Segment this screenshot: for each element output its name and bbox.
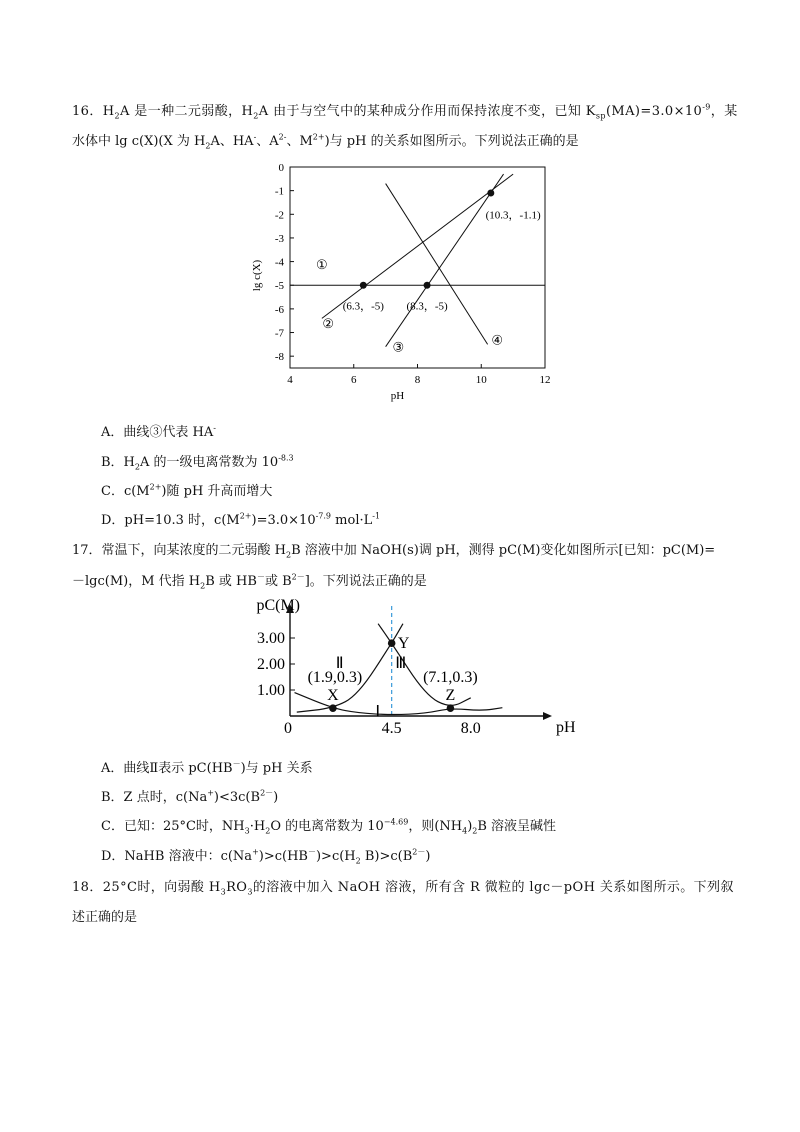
curve-label: ④ bbox=[491, 332, 504, 348]
q16-option-c: C．$c(M^{2+})$随 pH 升高而增大 bbox=[101, 482, 273, 499]
curve-label: ② bbox=[322, 316, 335, 332]
y-tick-label: 0 bbox=[278, 162, 284, 174]
y-tick-label: -5 bbox=[274, 280, 284, 293]
y-axis-label: lg c(X) bbox=[251, 259, 263, 292]
point-label: (1.9,0.3) bbox=[307, 669, 363, 687]
curve-line bbox=[386, 174, 504, 347]
x-tick-label: 4.5 bbox=[381, 720, 402, 737]
y-tick-label: 3.00 bbox=[257, 630, 285, 647]
data-point bbox=[388, 639, 396, 647]
q16-stem-line-2: 水体中 lg c(X)(X 为 $H_2A$、HA-、$A^{2-}$、$M^{2+}$)与 pH 的关系如图所示。下列说法正确的是 bbox=[72, 132, 579, 151]
curve-line bbox=[322, 174, 513, 318]
curve-label: Ⅰ bbox=[375, 703, 381, 721]
q18-stem-line-1: 18．25°C时，向弱酸 $H_3RO_3$的溶液中加入 NaOH 溶液，所有含 R 微粒的 lgc－pOH 关系如图所示。下列叙 bbox=[72, 880, 734, 897]
q16-option-d: D．pH=10.3 时，$c(M^{2+})=3.0\times 10^{-7.9}$ $mol\cdot L^{-1}$ bbox=[101, 511, 381, 528]
q17-option-d: D．NaHB 溶液中：$c(Na^+)>c(HB^-)>c(H_2$ $B)>c(B^{2-})$ bbox=[101, 847, 431, 866]
y-tick-label: 2.00 bbox=[257, 656, 285, 673]
x-tick-label: 0 bbox=[284, 720, 292, 737]
curve-line bbox=[295, 693, 503, 715]
q17-stem-line-2: －lgc(M)，M 代指 $H_2B$ 或 HB－或 $B^{2-}$]。下列说法正确的是 bbox=[72, 572, 427, 591]
x-tick-label: 6 bbox=[351, 374, 357, 386]
y-tick-label: -1 bbox=[274, 185, 284, 198]
data-point bbox=[424, 282, 431, 289]
y-tick-label: -6 bbox=[274, 303, 284, 316]
q17-chart bbox=[243, 594, 576, 744]
y-tick-label: 1.00 bbox=[257, 682, 285, 699]
y-tick-label: -8 bbox=[274, 351, 284, 364]
point-name: X bbox=[327, 687, 339, 705]
q16-option-a: A．曲线③代表 HA- bbox=[101, 423, 216, 440]
data-point bbox=[487, 190, 494, 197]
point-label: (10.3，-1.1) bbox=[485, 209, 541, 222]
x-tick-label: 8 bbox=[414, 374, 421, 386]
data-point bbox=[329, 704, 337, 712]
x-axis-arrow bbox=[543, 712, 552, 720]
plot-frame bbox=[290, 167, 545, 368]
y-tick-label: -3 bbox=[274, 232, 284, 245]
q18-stem-line-2: 述正确的是 bbox=[72, 910, 138, 925]
q17-stem-line-1: 17．常温下，向某浓度的二元弱酸 $H_2B$ 溶液中加 NaOH(s)调 pH，测得 pC(M)变化如图所示[已知：pC(M)= bbox=[72, 543, 716, 560]
data-point bbox=[360, 282, 367, 289]
curve-label: Ⅱ bbox=[335, 654, 344, 672]
x-tick-label: 10 bbox=[475, 374, 487, 386]
x-tick-label: 8.0 bbox=[460, 720, 481, 737]
q16-stem-line-1: 16．$H_2A$ 是一种二元弱酸，$H_2A$ 由于与空气中的某种成分作用而保持浓度不变，已知 $K_{sp}(MA)=3.0\times 10^{-9}$，某 bbox=[72, 102, 738, 121]
y-tick-label: -7 bbox=[274, 327, 284, 340]
y-tick-label: -4 bbox=[274, 256, 284, 269]
point-label: (8.3，-5) bbox=[406, 300, 448, 313]
curve-label: ① bbox=[316, 256, 328, 272]
x-axis-label: pH bbox=[556, 719, 576, 736]
curve-label: Ⅲ bbox=[395, 654, 407, 672]
q17-option-a: A．曲线Ⅱ表示 pC(HB－)与 pH 关系 bbox=[101, 759, 313, 776]
q17-option-b: B．Z 点时，$c(Na^+)<3c(B^{2-})$ bbox=[101, 788, 279, 805]
q16-option-b: B．$H_2A$ 的一级电离常数为 $10^{-8.3}$ bbox=[101, 453, 294, 472]
point-name: Y bbox=[397, 635, 410, 653]
x-axis-label: pH bbox=[390, 390, 405, 402]
point-name: Z bbox=[445, 687, 456, 705]
x-tick-label: 4 bbox=[287, 374, 293, 386]
y-tick-label: -2 bbox=[274, 209, 284, 222]
curve-label: ③ bbox=[392, 339, 405, 355]
point-label: (7.1,0.3) bbox=[423, 669, 478, 687]
y-axis-label: pC(M) bbox=[256, 597, 300, 614]
q16-chart bbox=[248, 155, 558, 405]
data-point bbox=[447, 704, 455, 712]
q17-option-c: C．已知：25°C时，$NH_3\cdot H_2O$ 的电离常数为 $10^{-4.69}$，则$(NH_4)_2B$ 溶液呈碱性 bbox=[101, 817, 557, 836]
curve-line bbox=[386, 184, 488, 345]
x-tick-label: 12 bbox=[539, 374, 551, 386]
point-label: (6.3，-5) bbox=[342, 300, 384, 313]
